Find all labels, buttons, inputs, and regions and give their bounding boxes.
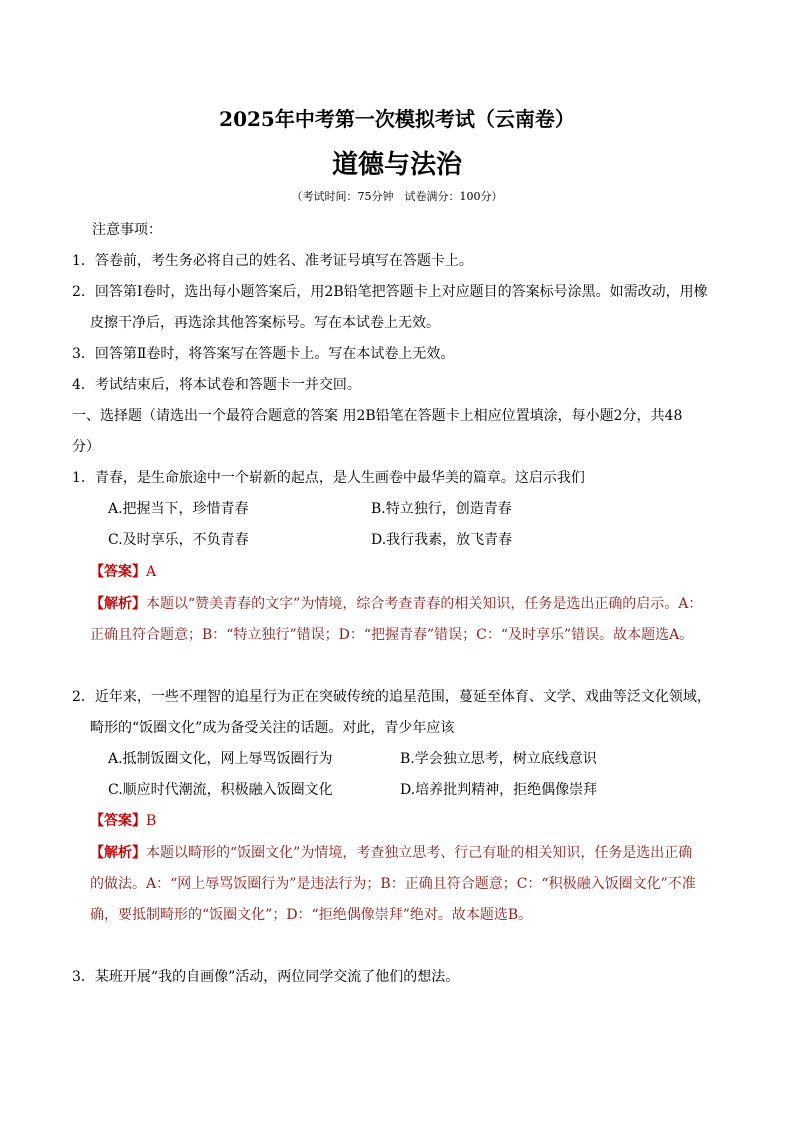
question-2-stem-cont: 畸形的“饭圈文化”成为备受关注的话题。对此，青少年应该 xyxy=(90,720,455,736)
section-heading-cont: 分） xyxy=(72,439,100,455)
q1-option-b: B.特立独行，创造青春 xyxy=(371,501,512,517)
q2-option-a: A.抵制饭圈文化，网上辱骂饭圈行为 xyxy=(108,751,333,767)
section-heading: 一、选择题（请选出一个最符合题意的答案 用2B铅笔在答题卡上相应位置填涂，每小题2分，共48 xyxy=(72,408,683,424)
q1-option-d: D.我行我素，放飞青春 xyxy=(371,532,513,548)
question-2-stem: 2．近年来，一些不理智的追星行为正在突破传统的追星范围，蔓延至体育、文学、戏曲等泛文化领域， xyxy=(72,689,711,705)
notice-item: 1．答卷前，考生务必将自己的姓名、准考证号填写在答题卡上。 xyxy=(72,253,473,269)
notice-item: 4．考试结束后，将本试卷和答题卡一并交回。 xyxy=(72,377,361,393)
q1-option-a: A.把握当下，珍惜青春 xyxy=(108,501,249,517)
question-1-stem: 1．青春，是生命旅途中一个崭新的起点，是人生画卷中最华美的篇章。这启示我们 xyxy=(72,470,585,486)
notice-item: 3．回答第Ⅱ卷时，将答案写在答题卡上。写在本试卷上无效。 xyxy=(72,346,455,362)
q2-answer xyxy=(90,810,156,830)
answer-value: B xyxy=(146,813,157,829)
q1-option-c: C.及时享乐，不负青春 xyxy=(108,532,249,548)
exam-info: （考试时间：75分钟 试卷满分：100分） xyxy=(291,190,503,203)
analysis-text: 本题以畸形的“饭圈文化”为情境，考查独立思考、行己有耻的相关知识，任务是选出正确 xyxy=(146,845,693,861)
answer-label: 【答案】 xyxy=(90,564,146,580)
q2-option-d: D.培养批判精神，拒绝偶像崇拜 xyxy=(400,782,598,798)
analysis-label: 【解析】 xyxy=(90,845,146,861)
notice-heading: 注意事项： xyxy=(92,222,162,238)
q2-analysis-cont: 的做法。A：“网上辱骂饭圈行为”是违法行为；B：正确且符合题意；C：“积极融入饭圈文化”不准 xyxy=(90,876,696,892)
analysis-text: 本题以“赞美青春的文字”为情境，综合考查青春的相关知识，任务是选出正确的启示。A： xyxy=(146,596,703,612)
q1-analysis-cont: 正确且符合题意；B：“特立独行”错误；D：“把握青春”错误；C：“及时享乐”错误。故本题选A。 xyxy=(90,627,694,643)
answer-label: 【答案】 xyxy=(90,813,146,829)
q1-answer xyxy=(90,561,156,581)
q2-analysis-cont: 确，要抵制畸形的“饭圈文化”；D：“拒绝偶像崇拜”绝对。故本题选B。 xyxy=(90,907,533,923)
notice-item: 2．回答第Ⅰ卷时，选出每小题答案后，用2B铅笔把答题卡上对应题目的答案标号涂黑。如需改动，用橡 xyxy=(72,284,708,300)
q2-analysis xyxy=(90,842,692,862)
question-3-stem: 3．某班开展“我的自画像”活动，两位同学交流了他们的想法。 xyxy=(72,969,460,985)
q1-analysis xyxy=(90,593,702,613)
exam-title: 2025年中考第一次模拟考试（云南卷） xyxy=(219,107,575,131)
subject-title: 道德与法治 xyxy=(331,150,462,180)
q2-option-c: C.顺应时代潮流，积极融入饭圈文化 xyxy=(108,782,333,798)
answer-value: A xyxy=(146,564,157,580)
notice-item: 皮擦干净后，再选涂其他答案标号。写在本试卷上无效。 xyxy=(90,315,440,331)
q2-option-b: B.学会独立思考，树立底线意识 xyxy=(400,751,597,767)
analysis-label: 【解析】 xyxy=(90,596,146,612)
